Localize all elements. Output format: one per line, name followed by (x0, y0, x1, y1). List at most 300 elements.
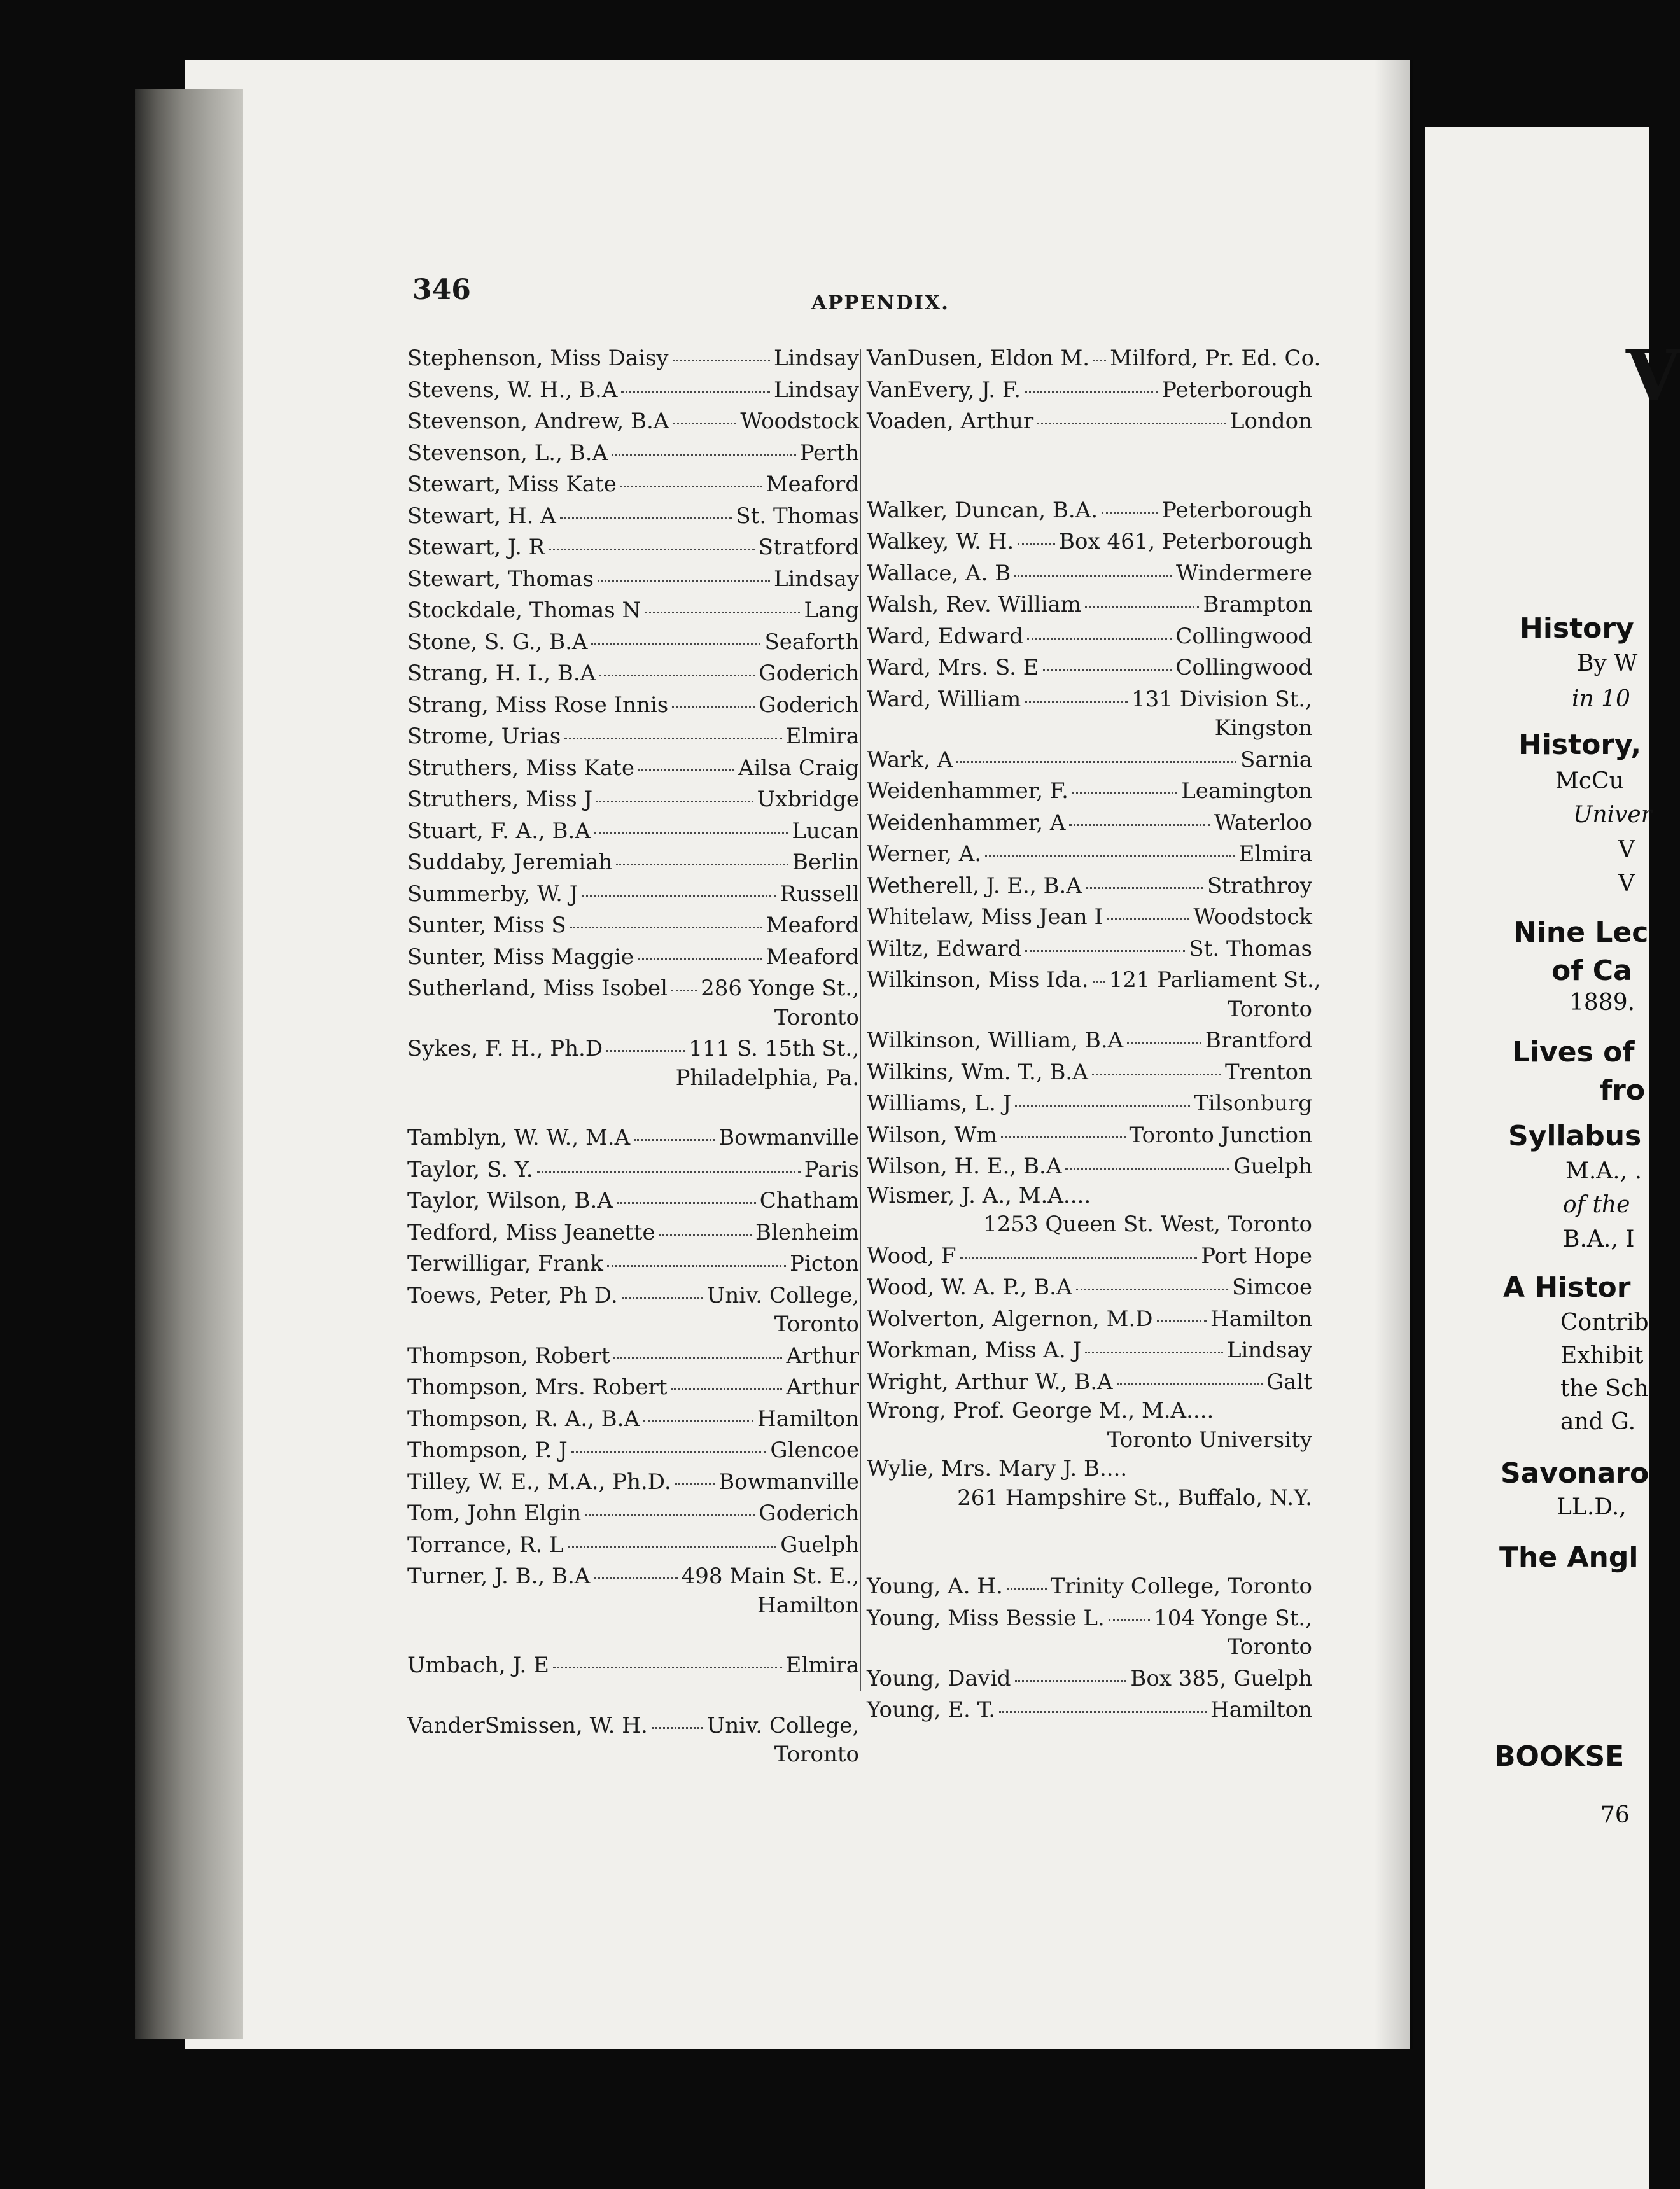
directory-entry (407, 563, 859, 594)
dot-leader (1025, 679, 1128, 703)
dot-leader (999, 1689, 1207, 1713)
entry-name: Wilson, Wm (867, 1122, 997, 1148)
directory-entry (407, 594, 859, 626)
dot-leader (956, 739, 1236, 763)
entry-place: Stratford (758, 535, 859, 560)
dot-leader (1018, 521, 1055, 545)
dot-leader (1007, 1566, 1047, 1590)
entry-name: Suddaby, Jeremiah (407, 850, 613, 875)
section-gap (407, 1093, 859, 1121)
directory-entry (407, 374, 859, 405)
entry-name: Wright, Arthur W., B.A (867, 1369, 1113, 1395)
entry-place: London (1229, 409, 1312, 434)
dot-leader (638, 937, 762, 960)
right-page-text-fragment: fro (1600, 1074, 1646, 1107)
entry-place: Peterborough (1161, 497, 1312, 523)
entry-name: Young, E. T. (867, 1697, 996, 1723)
dot-leader (1127, 1020, 1201, 1044)
right-page-text-fragment: the Sch (1560, 1376, 1649, 1402)
entry-name: Strang, Miss Rose Innis (407, 692, 669, 718)
entry-place: Trinity College, Toronto (1050, 1574, 1312, 1599)
directory-entry (867, 342, 1321, 374)
entry-place: Hamilton (757, 1406, 859, 1432)
directory-entry (407, 1279, 859, 1311)
entry-name: Voaden, Arthur (867, 409, 1034, 434)
entry-name: Young, David (867, 1665, 1011, 1691)
right-page-text-fragment: Contrib (1560, 1310, 1649, 1336)
directory-entry (407, 1709, 859, 1741)
entry-place: Glencoe (770, 1437, 859, 1463)
dot-leader (652, 1705, 703, 1729)
directory-entry (407, 1402, 859, 1434)
entry-place: Peterborough (1161, 377, 1312, 403)
dot-leader (1065, 1146, 1229, 1170)
directory-entry (407, 783, 859, 815)
dot-leader (673, 338, 770, 361)
entry-name: Ward, Edward (867, 623, 1023, 649)
entry-name: Stuart, F. A., B.A (407, 818, 591, 844)
directory-entry (867, 1087, 1312, 1119)
entry-name: Stewart, H. A (407, 503, 556, 529)
section-gap (867, 1541, 1312, 1570)
dot-leader (596, 779, 753, 802)
entry-name: Tamblyn, W. W., M.A (407, 1125, 631, 1150)
entry-place: Blenheim (755, 1219, 859, 1245)
dot-leader (1093, 338, 1106, 361)
dot-leader (622, 1275, 703, 1299)
directory-entry (867, 683, 1312, 715)
entry-name: Ward, William (867, 686, 1021, 712)
right-page-text-fragment: History, (1518, 729, 1642, 761)
entry-place: Bowmanville (718, 1125, 859, 1150)
entry-name: Wismer, J. A., M.A.... (867, 1182, 1091, 1208)
dot-leader (1001, 1115, 1126, 1138)
right-page-text-fragment: V (1618, 871, 1635, 897)
entry-place: Woodstock (740, 409, 859, 434)
dot-leader (960, 1236, 1198, 1259)
directory-entry (867, 900, 1312, 932)
entry-name: Struthers, Miss J (407, 787, 593, 812)
entry-name: Thompson, P. J (407, 1437, 568, 1463)
dot-leader (1014, 553, 1172, 577)
right-page-text-fragment: Univer (1573, 802, 1652, 828)
entry-place: Hamilton (1210, 1697, 1312, 1723)
entry-place: 121 Parliament St., (1109, 967, 1321, 993)
entry-place: Seaforth (764, 629, 859, 655)
dot-leader (571, 1430, 767, 1453)
dot-leader (598, 559, 770, 582)
dot-leader (1025, 370, 1158, 393)
directory-entry (407, 626, 859, 657)
dot-leader (616, 842, 788, 865)
directory-entry (407, 1339, 859, 1371)
entry-place: Paris (804, 1156, 859, 1182)
entry-name: Torrance, R. L (407, 1532, 564, 1558)
entry-continuation: Hamilton (757, 1592, 859, 1618)
dot-leader (985, 834, 1235, 857)
entry-place: Perth (799, 440, 859, 466)
entry-name: VanDusen, Eldon M. (867, 346, 1090, 371)
entry-place: Bowmanville (718, 1469, 859, 1495)
directory-entry (407, 1560, 859, 1591)
entry-place: Univ. College, (706, 1282, 859, 1308)
directory-entry (407, 1497, 859, 1528)
dot-leader (672, 685, 755, 708)
entry-place: Meaford (766, 913, 859, 938)
directory-entry (867, 1150, 1312, 1182)
right-page-text-fragment: Exhibit (1560, 1343, 1644, 1369)
entry-place: Goderich (759, 692, 859, 718)
dot-leader (1157, 1299, 1207, 1322)
dot-leader (1069, 802, 1210, 826)
dot-leader (643, 1399, 753, 1422)
entry-place: Port Hope (1201, 1243, 1312, 1269)
entry-place: Arthur (786, 1343, 859, 1369)
directory-entry (867, 869, 1312, 901)
entry-name: Williams, L. J (867, 1091, 1012, 1116)
right-page-text-fragment: McCu (1555, 768, 1624, 794)
entry-name: Thompson, Robert (407, 1343, 610, 1369)
entry-name: Workman, Miss A. J (867, 1338, 1082, 1363)
entry-place: Uxbridge (757, 787, 859, 812)
entry-place: Elmira (785, 724, 859, 749)
right-page-text-fragment: B.A., I (1563, 1226, 1635, 1252)
dot-leader (673, 401, 736, 424)
directory-entry (867, 620, 1312, 652)
entry-continuation: 1253 Queen St. West, Toronto (983, 1212, 1312, 1237)
directory-entry (407, 1247, 859, 1279)
entry-place: Milford, Pr. Ed. Co. (1110, 346, 1321, 371)
entry-place: Leamington (1181, 778, 1312, 804)
entry-name: Wilson, H. E., B.A (867, 1154, 1062, 1179)
entry-name: Whitelaw, Miss Jean I (867, 904, 1103, 930)
directory-entry (867, 963, 1321, 995)
directory-entry (407, 1121, 859, 1153)
entry-place: Tilsonburg (1194, 1091, 1312, 1116)
dot-leader (568, 1525, 777, 1548)
entry-place: Collingwood (1175, 655, 1312, 680)
right-page-text-fragment: BOOKSE (1494, 1740, 1625, 1773)
directory-entry (407, 752, 859, 783)
directory-entry (407, 500, 859, 531)
section-gap (867, 465, 1312, 494)
entry-name: Wilkinson, Miss Ida. (867, 967, 1089, 993)
directory-entry (407, 689, 859, 720)
page-number: 346 (412, 274, 471, 306)
directory-entry (407, 909, 859, 941)
entry-place: Picton (790, 1251, 859, 1276)
dot-leader (599, 653, 755, 676)
right-page-text-fragment: A Histor (1503, 1271, 1631, 1304)
entry-place: Goderich (759, 661, 859, 686)
entry-name: Wood, F (867, 1243, 956, 1269)
directory-entry (867, 1182, 1312, 1211)
entry-name: Tilley, W. E., M.A., Ph.D. (407, 1469, 671, 1495)
directory-entry (407, 657, 859, 689)
right-page-text-fragment: Savonaro (1501, 1457, 1649, 1490)
directory-entry (407, 846, 859, 878)
entry-place: Windermere (1176, 560, 1312, 586)
entry-place: Lindsay (773, 377, 859, 403)
entry-place: Lindsay (1226, 1338, 1312, 1363)
dot-leader (645, 590, 800, 613)
entry-continuation: Toronto (1227, 996, 1312, 1022)
dot-leader (1037, 401, 1226, 424)
dot-leader (613, 1336, 782, 1359)
entry-name: Stevens, W. H., B.A (407, 377, 618, 403)
directory-entry (407, 1032, 859, 1064)
entry-name: Tedford, Miss Jeanette (407, 1219, 655, 1245)
section-gap (407, 1681, 859, 1709)
entry-place: Chatham (759, 1188, 859, 1213)
entry-place: Guelph (1233, 1154, 1312, 1179)
dot-leader (621, 370, 770, 393)
entry-name: Thompson, Mrs. Robert (407, 1374, 668, 1400)
directory-entry (407, 531, 859, 563)
dot-leader (1117, 1362, 1263, 1385)
entry-name: Stewart, Miss Kate (407, 472, 617, 497)
page-edge-stack (135, 89, 243, 2039)
entry-place: St. Thomas (736, 503, 859, 529)
directory-entry (407, 1528, 859, 1560)
directory-entry (867, 1570, 1312, 1602)
entry-place: Woodstock (1193, 904, 1312, 930)
entry-continuation: Philadelphia, Pa. (675, 1065, 859, 1091)
entry-continuation: Toronto University (1107, 1427, 1312, 1453)
entry-continuation: Toronto (774, 1004, 859, 1030)
entry-name: Ward, Mrs. S. E (867, 655, 1039, 680)
entry-place: 104 Yonge St., (1154, 1605, 1312, 1631)
entry-place: Ailsa Craig (738, 755, 859, 781)
directory-entry (867, 1271, 1312, 1303)
entry-continuation: Toronto (1227, 1634, 1312, 1660)
entry-place: Meaford (766, 472, 859, 497)
entry-name: Sunter, Miss Maggie (407, 944, 634, 970)
dot-leader (594, 811, 788, 834)
column-divider (860, 349, 861, 1691)
directory-entry (407, 815, 859, 846)
directory-entry (867, 1334, 1312, 1366)
directory-entry (407, 342, 859, 374)
directory-entry (867, 837, 1312, 869)
entry-name: Stewart, J. R (407, 535, 545, 560)
entry-name: Struthers, Miss Kate (407, 755, 634, 781)
directory-entry (407, 1371, 859, 1402)
dot-leader (549, 527, 755, 550)
entry-place: 131 Division St., (1131, 686, 1312, 712)
directory-entry (867, 557, 1312, 589)
entry-name: Sutherland, Miss Isobel (407, 976, 668, 1001)
entry-place: Sarnia (1240, 746, 1312, 773)
entry-name: Wallace, A. B (867, 560, 1011, 586)
directory-entry (867, 588, 1312, 620)
entry-place: Elmira (785, 1653, 859, 1678)
entry-place: Hamilton (1210, 1306, 1312, 1332)
directory-entry (867, 1024, 1312, 1056)
entry-name: Strome, Urias (407, 724, 561, 749)
entry-name: Young, Miss Bessie L. (867, 1605, 1105, 1631)
directory-entry (407, 1216, 859, 1248)
right-page-text-fragment: and G. (1560, 1409, 1636, 1435)
directory-entry (867, 1056, 1312, 1088)
directory-entry (407, 720, 859, 752)
entry-name: Wylie, Mrs. Mary J. B.... (867, 1456, 1128, 1481)
entry-place: Lindsay (773, 346, 859, 371)
dot-leader (620, 464, 762, 487)
entry-continuation: Kingston (1214, 715, 1312, 741)
right-page-text-fragment: LL.D., (1557, 1494, 1627, 1520)
dot-leader (1092, 1052, 1221, 1075)
dot-leader (1025, 928, 1185, 952)
entry-place: Galt (1266, 1369, 1312, 1395)
directory-entry (407, 972, 859, 1004)
right-page-text-fragment: of the (1563, 1192, 1630, 1218)
right-page-text-fragment: Nine Lec (1513, 916, 1649, 949)
entry-name: Wilkinson, William, B.A (867, 1028, 1124, 1053)
dot-leader (638, 748, 734, 771)
section-gap (867, 437, 1312, 465)
entry-place: Strathroy (1207, 872, 1312, 899)
directory-entry (407, 1153, 859, 1185)
directory-entry (407, 468, 859, 500)
entry-place: Russell (780, 881, 859, 907)
right-page-text-fragment: The Angl (1499, 1541, 1639, 1574)
dot-leader (537, 1149, 801, 1173)
entry-place: Waterloo (1214, 809, 1312, 836)
entry-place: Collingwood (1175, 623, 1312, 649)
entry-name: Strang, H. I., B.A (407, 661, 596, 686)
entry-place: Arthur (786, 1374, 859, 1400)
entry-name: Sunter, Miss S (407, 913, 566, 938)
entry-name: Weidenhammer, F. (867, 778, 1068, 804)
entry-name: Stevenson, Andrew, B.A (407, 409, 669, 434)
section-gap (867, 1513, 1312, 1541)
dot-leader (570, 905, 762, 928)
directory-entry (867, 1366, 1312, 1397)
directory-entry (867, 1397, 1312, 1426)
directory-entry (407, 941, 859, 972)
entry-name: Sykes, F. H., Ph.D (407, 1036, 603, 1061)
entry-place: Brampton (1203, 592, 1312, 617)
right-page-text-fragment: 1889. (1569, 990, 1635, 1016)
dot-leader (553, 1645, 782, 1668)
dot-leader (675, 1462, 715, 1485)
entry-name: Walker, Duncan, B.A. (867, 497, 1098, 523)
entry-name: Summerby, W. J (407, 881, 578, 907)
dot-leader (1043, 647, 1172, 671)
directory-entry (867, 651, 1312, 683)
entry-place: Brantford (1205, 1028, 1312, 1053)
right-page-text-fragment: Syllabus (1508, 1120, 1642, 1152)
entry-name: Terwilligar, Frank (407, 1251, 603, 1276)
entry-continuation: Toronto (774, 1311, 859, 1337)
dot-leader (1107, 897, 1190, 920)
directory-entry (407, 1434, 859, 1465)
dot-leader (1085, 584, 1199, 608)
entry-name: Weidenhammer, A (867, 809, 1066, 836)
entry-name: Wilkins, Wm. T., B.A (867, 1059, 1088, 1085)
right-page-text-fragment: in 10 (1572, 686, 1630, 712)
directory-entry (867, 1662, 1312, 1694)
right-page-large-letter: V (1626, 334, 1680, 416)
entry-place: Elmira (1238, 841, 1312, 867)
dot-leader (1093, 960, 1105, 983)
right-page-text-fragment: By W (1577, 650, 1638, 676)
right-page-text-fragment: of Ca (1551, 955, 1632, 987)
entry-place: 286 Yonge St., (701, 976, 859, 1001)
directory-column-right (867, 342, 1321, 1725)
entry-name: Stewart, Thomas (407, 566, 594, 592)
dot-leader (1015, 1083, 1190, 1107)
directory-entry (867, 806, 1312, 838)
directory-entry (407, 405, 859, 437)
entry-name: Thompson, R. A., B.A (407, 1406, 640, 1432)
directory-entry (407, 1649, 859, 1681)
entry-name: Wolverton, Algernon, M.D (867, 1306, 1153, 1332)
entry-name: Wrong, Prof. George M., M.A.... (867, 1398, 1214, 1423)
entry-name: Umbach, J. E (407, 1653, 549, 1678)
entry-place: 498 Main St. E., (681, 1563, 859, 1589)
directory-entry (407, 878, 859, 909)
dot-leader (671, 968, 697, 991)
directory-entry (867, 1119, 1312, 1150)
entry-place: St. Thomas (1189, 935, 1312, 962)
directory-entry (867, 1602, 1312, 1633)
entry-place: Box 461, Peterborough (1059, 529, 1312, 554)
entry-name: Taylor, S. Y. (407, 1156, 533, 1182)
dot-leader (606, 1028, 685, 1052)
entry-name: Stockdale, Thomas N (407, 598, 641, 623)
dot-leader (634, 1117, 715, 1141)
dot-leader (671, 1367, 782, 1390)
dot-leader (1085, 1330, 1223, 1353)
dot-leader (1109, 1598, 1150, 1621)
entry-name: Tom, John Elgin (407, 1500, 582, 1526)
directory-entry (867, 374, 1312, 405)
directory-entry (407, 437, 859, 468)
entry-name: Turner, J. B., B.A (407, 1563, 591, 1589)
dot-leader (617, 1180, 756, 1204)
entry-continuation: 261 Hampshire St., Buffalo, N.Y. (957, 1485, 1312, 1511)
right-page-text-fragment: History (1520, 612, 1634, 645)
directory-entry (867, 932, 1312, 964)
entry-place: Lang (804, 598, 859, 623)
directory-entry (407, 1465, 859, 1497)
entry-name: Taylor, Wilson, B.A (407, 1188, 613, 1213)
entry-place: Lindsay (773, 566, 859, 592)
entry-name: Wood, W. A. P., B.A (867, 1275, 1072, 1300)
right-page-text-fragment: 76 (1600, 1802, 1630, 1828)
entry-name: Wiltz, Edward (867, 935, 1022, 962)
running-head: APPENDIX. (811, 291, 949, 314)
entry-name: VanderSmissen, W. H. (407, 1712, 648, 1738)
directory-entry (867, 774, 1312, 806)
directory-entry (867, 1303, 1312, 1334)
entry-name: Werner, A. (867, 841, 982, 867)
directory-entry (867, 1693, 1312, 1725)
entry-name: Stephenson, Miss Daisy (407, 346, 669, 371)
dot-leader (591, 622, 760, 645)
entry-name: Stone, S. G., B.A (407, 629, 588, 655)
dot-leader (560, 496, 732, 519)
directory-entry (867, 525, 1312, 557)
entry-name: Wetherell, J. E., B.A (867, 872, 1082, 899)
directory-column-left (407, 342, 859, 1770)
dot-leader (1072, 771, 1177, 794)
entry-name: Walsh, Rev. William (867, 592, 1081, 617)
entry-name: Walkey, W. H. (867, 529, 1014, 554)
directory-entry (867, 743, 1312, 775)
